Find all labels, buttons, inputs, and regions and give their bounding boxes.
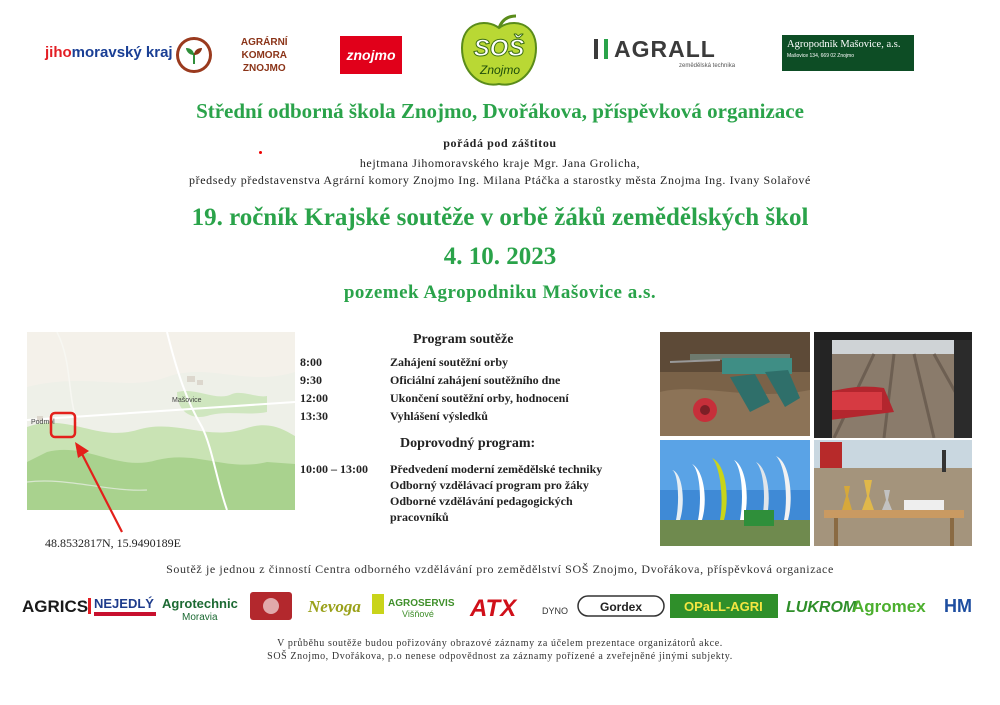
agrall-mark-icon [594,39,608,59]
logo-agromex [852,597,926,616]
organizes-text: pořádá pod záštitou [443,136,557,150]
program-time: 12:00 [300,391,328,405]
svg-text:Gordex: Gordex [600,600,643,614]
logo-nevoga [307,597,361,616]
school-title: Střední odborná škola Znojmo, Dvořákova, příspěvková organizace [196,99,804,123]
logo-opall-agri [670,594,778,618]
svg-text:LUKROM: LUKROM [786,599,857,616]
event-venue: pozemek Agropodniku Mašovice a.s. [343,282,657,303]
svg-text:AGRICS: AGRICS [22,597,89,616]
location-map [27,332,295,510]
program-time: 13:30 [300,409,328,423]
side-program-line: pracovníků [390,510,449,524]
svg-text:Agrotechnic: Agrotechnic [162,596,238,611]
red-dot [259,151,262,154]
svg-text:Podmol: Podmol [31,419,55,426]
logo-nejedly [94,596,156,616]
patron-line-2: předsedy představenstva Agrární komory Znojmo Ing. Milana Ptáčka a starostky města Znojma Ing. Ivany Solařové [189,173,811,187]
logo-lukrom [786,599,857,616]
photo-trophies [814,440,972,546]
side-program-line: Odborné vzdělávání pedagogických [390,494,573,508]
svg-text:AGROSERVIS: AGROSERVIS [388,598,455,609]
logo-znojmo: znojmo [340,36,402,74]
program-time: 9:30 [300,373,322,387]
agrarni-line2: ZNOJMO [242,62,286,74]
patron-line-1: hejtmana Jihomoravského kraje Mgr. Jana Grolicha, [359,156,641,170]
sponsor-logos [22,590,978,622]
program-desc: Oficiální zahájení soutěžního dne [390,373,561,387]
svg-text:OPaLL-AGRI: OPaLL-AGRI [684,599,763,614]
svg-text:Moravia: Moravia [182,612,218,622]
map-coordinates: 48.8532817N, 15.9490189E [45,536,181,550]
svg-text:SOŠ: SOŠ [473,35,525,62]
agrarni-line1: AGRÁRNÍ KOMORA [240,36,288,61]
logo-jihomoravsky-kraj: jihomoravský kraj [45,44,173,61]
event-title: 19. ročník Krajské soutěže v orbě žáků zemědělských škol [191,204,809,231]
svg-text:Višňové: Višňové [402,609,434,619]
svg-text:NEJEDLÝ: NEJEDLÝ [94,596,154,611]
side-program-line: Předvedení moderní zemědělské techniky [390,462,603,476]
svg-text:HM: HM [944,596,972,616]
footer-notice-2: SOŠ Znojmo, Dvořákova, p.o nenese odpovědnost za záznamy pořízené a zveřejněné jinými subjekty. [267,651,733,662]
footer-info: Soutěž je jednou z činností Centra odborného vzdělávání pro zemědělství SOŠ Znojmo, Dvořákova, příspěvková organizace [166,562,834,576]
svg-text:DYNO: DYNO [542,606,569,616]
logo-hm [944,596,972,616]
side-program-line: Odborný vzdělávací program pro žáky [390,478,589,492]
photo-flags [660,440,810,546]
logo-agrall: AGRALL zemědělská technika [594,36,734,70]
logo-agrotechnic [162,596,238,622]
logo-red-badge [250,592,292,620]
side-program-title: Doprovodný program: [400,436,536,451]
program-desc: Zahájení soutěžní orby [390,355,509,369]
photo-tractor-field [814,332,972,438]
logo-agrics [22,597,91,616]
logo-agropodnik: Agropodnik Mašovice, a.s. Mašovice 134, 669 02 Znojmo [782,35,914,71]
svg-text:Nevoga: Nevoga [308,597,361,616]
side-program-time: 10:00 – 13:00 [300,462,368,476]
logo-sos-znojmo [458,14,540,90]
logo-atx [469,595,568,622]
program-desc: Vyhlášení výsledků [390,409,488,423]
sprout-icon [176,37,212,73]
photo-plough [660,332,810,436]
program-time: 8:00 [300,355,322,369]
svg-text:Znojmo: Znojmo [479,63,521,77]
logo-agroservis [372,594,455,619]
event-date: 4. 10. 2023 [443,243,557,270]
arrow-icon [70,440,130,540]
svg-text:Agromex: Agromex [852,597,926,616]
svg-text:ATX: ATX [470,595,517,622]
logo-gordex [578,596,664,616]
footer-notice-1: V průběhu soutěže budou pořizovány obrazové záznamy za účelem prezentace organizátorů akce. [277,638,723,649]
program-desc: Ukončení soutěžní orby, hodnocení [390,391,569,405]
logo-agrarni-komora [176,34,311,76]
svg-text:Mašovice: Mašovice [172,397,202,404]
program-title: Program soutěže [413,332,514,347]
